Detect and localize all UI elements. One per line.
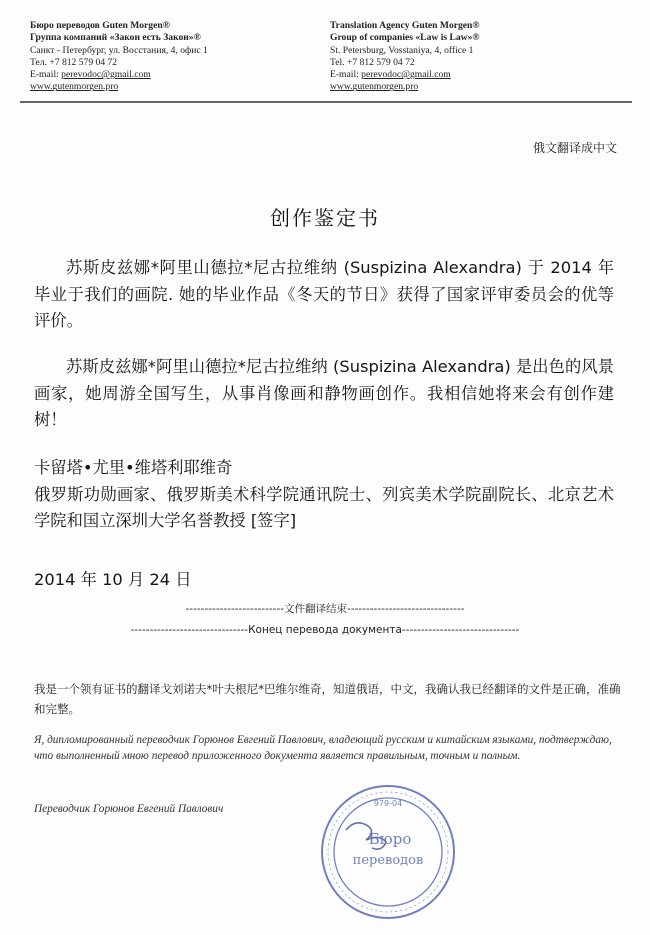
website-link[interactable]: www.gutenmorgen.pro	[330, 81, 419, 93]
email-link[interactable]: perevodoc@gmail.com	[361, 69, 451, 81]
group-name-ru: Группа компаний «Закон есть Закон»®	[30, 32, 201, 44]
email-link[interactable]: perevodoc@gmail.com	[61, 69, 151, 81]
email-row-en	[330, 69, 630, 81]
stamp-label-1: Бюро	[368, 830, 412, 848]
email-row-ru	[30, 69, 310, 81]
phone-en: Tel. +7 812 579 04 72	[330, 56, 415, 68]
official-stamp	[318, 782, 458, 922]
email-label: E-mail:	[330, 69, 362, 81]
translator-statement-ru: Я, дипломированный переводчик Горюнов Евгений Павлович, владеющий русским и китайским языками, подтверждаю, что выполненный мною перевод приложенного документа является правильным, точным и полным.	[34, 734, 612, 762]
signer-block	[34, 455, 614, 535]
letterhead-english	[330, 20, 630, 94]
stamp-number: 979-04	[373, 799, 403, 808]
group-name-en: Group of companies «Law is Law»®	[330, 32, 480, 44]
document-date: 2014 年 10 月 24 日	[34, 570, 192, 589]
address-en: St. Petersburg, Vosstaniya, 4, office 1	[330, 44, 474, 56]
letterhead-russian	[30, 20, 310, 94]
paragraph-graduation: 苏斯皮兹娜*阿里山德拉*尼古拉维纳 (Suspizina Alexandra) 于 2014 年 毕业于我们的画院. 她的毕业作品《冬天的节日》获得了国家评审委员会的优等评价。	[34, 258, 614, 330]
translator-statement-cn: 我是一个领有证书的翻译戈刘诺夫*叶夫根尼*巴维尔维奇，知道俄语，中文，我确认我已经翻译的文件是正确，准确和完整。	[34, 682, 621, 716]
agency-name-ru: Бюро переводов Guten Morgen®	[30, 20, 170, 31]
translator-signature-line: Переводчик Горюнов Евгений Павлович	[34, 803, 224, 815]
agency-name-en: Translation Agency Guten Morgen®	[330, 20, 480, 31]
paragraph-assessment: 苏斯皮兹娜*阿里山德拉*尼古拉维纳 (Suspizina Alexandra) 是出色的风景画家，她周游全国写生，从事肖像画和静物画创作。我相信她将来会有创作建树！	[34, 357, 614, 429]
document-title: 创作鉴定书	[270, 206, 380, 230]
stamp-label-2: переводов	[352, 853, 424, 868]
signer-name: 卡留塔•尤里•维塔利耶维奇	[34, 458, 233, 477]
email-label: E-mail:	[30, 69, 62, 81]
end-of-translation-ru: -------------------------------Конец перевода документа-------------------------------	[130, 624, 520, 636]
address-ru: Санкт - Петербург, ул. Восстания, 4, офис 1	[30, 44, 208, 56]
translation-direction-note: 俄文翻译成中文	[532, 141, 617, 155]
letterhead-divider	[20, 101, 632, 103]
signer-titles: 俄罗斯功勋画家、俄罗斯美术科学院通讯院士、列宾美术学院副院长、北京艺术学院和国立深圳大学名誉教授 [签字]	[34, 484, 614, 530]
phone-ru: Тел. +7 812 579 04 72	[30, 56, 118, 68]
end-of-translation-cn: --------------------------文件翻译结束-------------------------------	[185, 603, 465, 615]
website-link[interactable]: www.gutenmorgen.pro	[30, 81, 119, 93]
